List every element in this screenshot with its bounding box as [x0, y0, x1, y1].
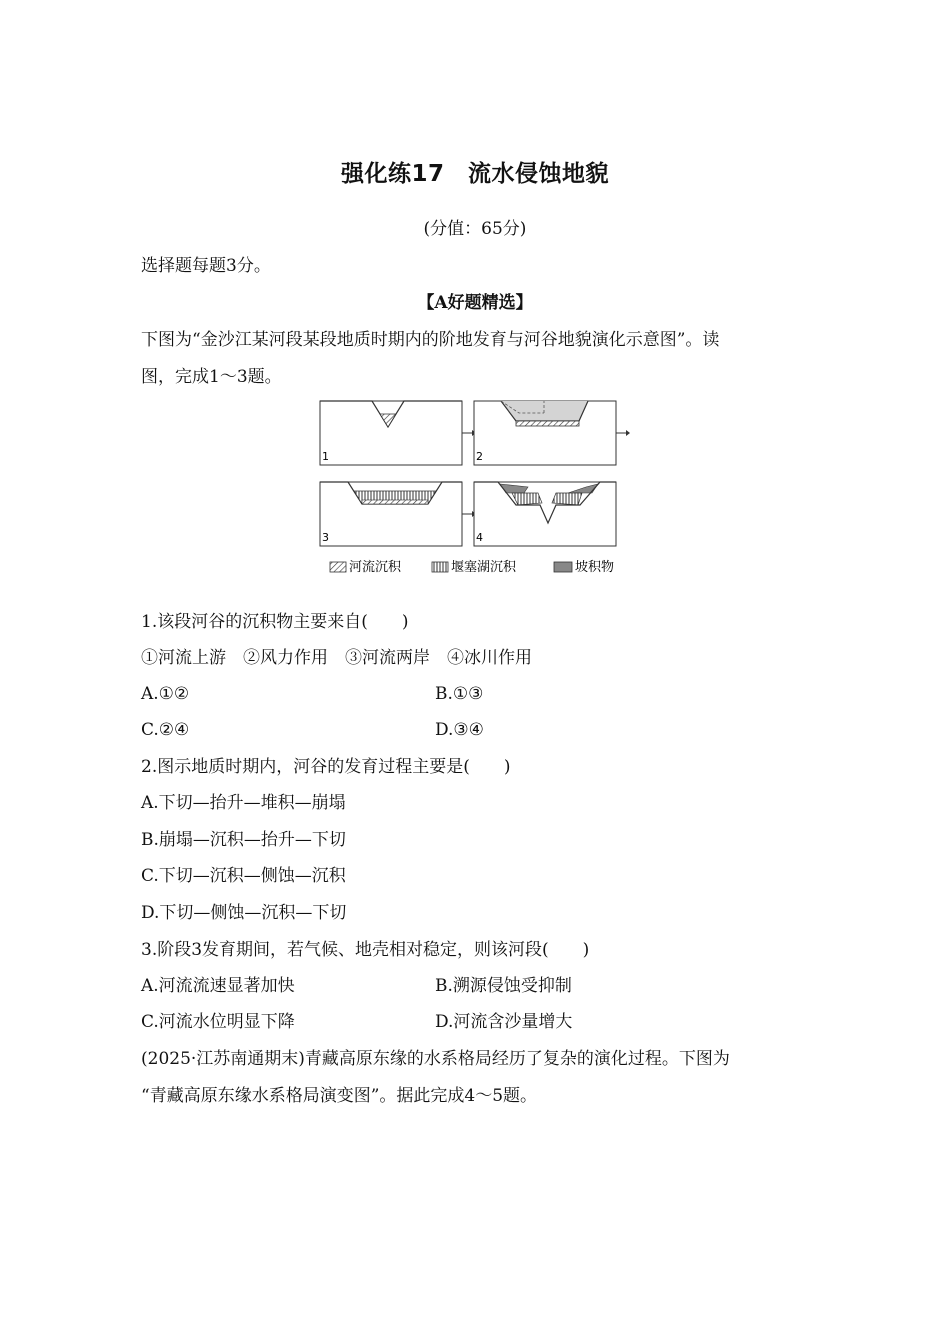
q1-option-c: C.②④	[141, 720, 190, 740]
panel-1	[320, 401, 462, 465]
legend-lake-swatch	[432, 562, 448, 572]
q1-option-b: B.①③	[435, 684, 484, 704]
legend-river-label: 河流沉积	[349, 560, 402, 575]
q3-option-b: B.溯源侵蚀受抑制	[435, 976, 572, 996]
q3-stem: 3.阶段3发育期间，若气候、地壳相对稳定，则该河段( )	[141, 940, 590, 960]
legend-slope-swatch	[554, 562, 572, 572]
legend-lake-label: 堰塞湖沉积	[451, 560, 517, 575]
intro-2-line-2: “青藏高原东缘水系格局演变图”。据此完成4～5题。	[141, 1086, 538, 1106]
q3-option-a: A.河流流速显著加快	[141, 976, 295, 996]
panel-1-label: 1	[322, 450, 329, 463]
panel-2-label: 2	[476, 450, 483, 463]
section-heading: 【A好题精选】	[417, 293, 533, 313]
figure-legend	[330, 559, 614, 575]
panel-4-label: 4	[476, 531, 483, 544]
q2-option-b: B.崩塌—沉积—抬升—下切	[141, 830, 346, 850]
panel-4	[474, 482, 616, 546]
q2-option-c: C.下切—沉积—侧蚀—沉积	[141, 866, 346, 886]
panel-3	[320, 482, 462, 546]
panel-3-label: 3	[322, 531, 329, 544]
q2-option-a: A.下切—抬升—堆积—崩塌	[141, 793, 346, 813]
q1-stem: 1.该段河谷的沉积物主要来自( )	[141, 612, 409, 632]
legend-river-swatch	[330, 562, 346, 572]
valley-evolution-figure	[316, 397, 636, 579]
q2-option-d: D.下切—侧蚀—沉积—下切	[141, 903, 347, 923]
q3-option-d: D.河流含沙量增大	[435, 1012, 573, 1032]
q1-option-a: A.①②	[141, 684, 190, 704]
q3-option-c: C.河流水位明显下降	[141, 1012, 295, 1032]
instruction-note: 选择题每题3分。	[141, 256, 271, 276]
panel-2	[474, 401, 616, 465]
q2-stem: 2.图示地质时期内，河谷的发育过程主要是( )	[141, 757, 511, 777]
intro-1-line-2: 图，完成1～3题。	[141, 367, 282, 387]
q1-option-d: D.③④	[435, 720, 484, 740]
intro-2-line-1: (2025·江苏南通期末)青藏高原东缘的水系格局经历了复杂的演化过程。下图为	[141, 1049, 730, 1069]
page-title: 强化练17 流水侵蚀地貌	[340, 161, 609, 187]
q1-items: ①河流上游 ②风力作用 ③河流两岸 ④冰川作用	[141, 648, 532, 668]
score-note: (分值：65分)	[423, 219, 527, 239]
legend-slope-label: 坡积物	[575, 560, 615, 575]
intro-1-line-1: 下图为“金沙江某河段某段地质时期内的阶地发育与河谷地貌演化示意图”。读	[141, 330, 720, 350]
